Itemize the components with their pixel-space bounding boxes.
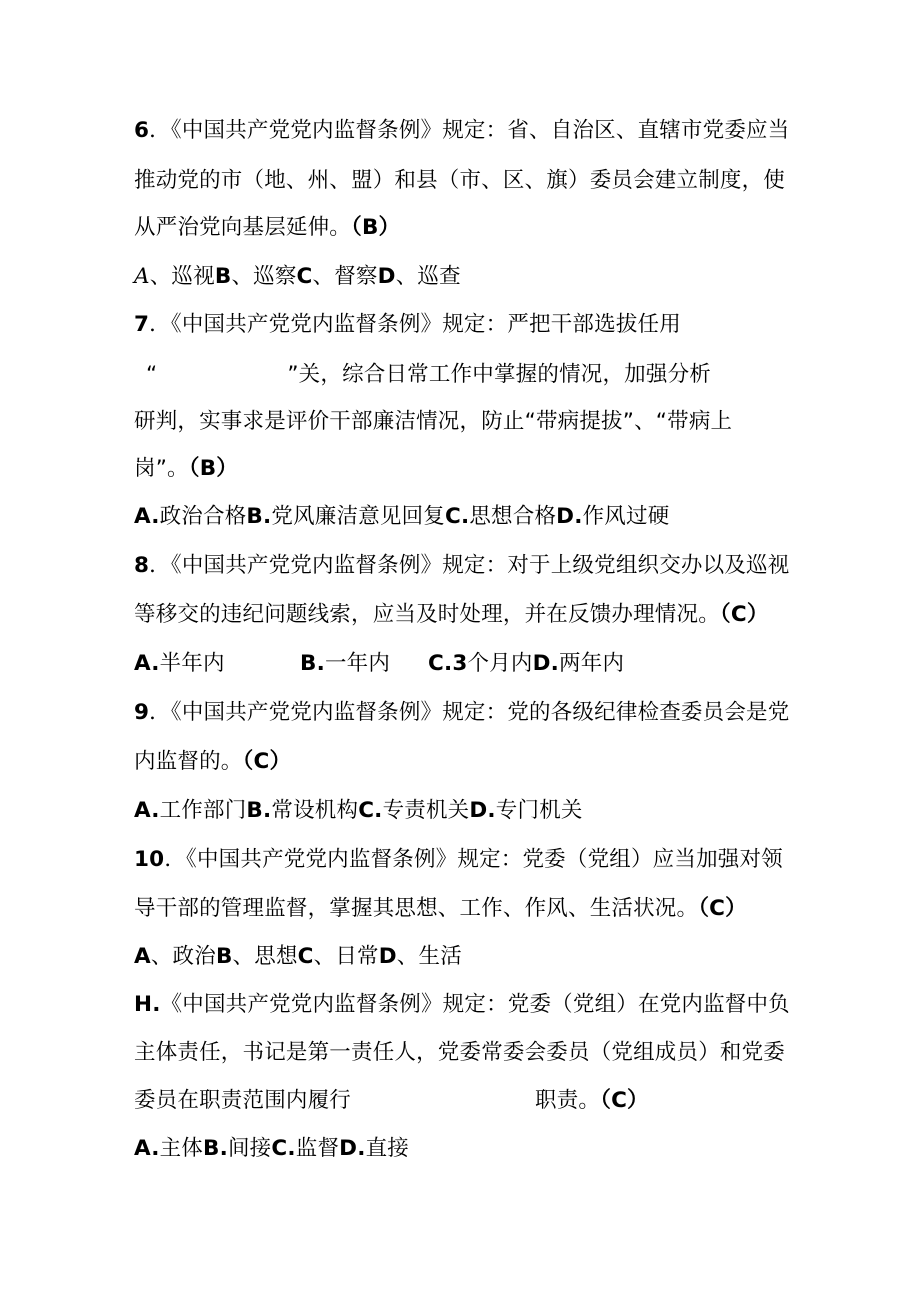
q11-line-3 — [134, 1086, 649, 1116]
q11-text-1: 《中国共产党党内监督条例》规定：党委（党组）在党内监督中负 — [160, 992, 790, 1017]
q8-line-1 — [134, 551, 789, 581]
q9-option-d: 专门机关 — [495, 798, 583, 823]
q9-option-a: 工作部门 — [159, 798, 247, 823]
q10-line-2 — [134, 894, 747, 924]
q11-option-b: 间接 — [227, 1136, 272, 1161]
q7-text-4: 岗”。 — [134, 456, 189, 481]
q6-text-2: 推动党的市（地、州、盟）和县（市、区、旗）委员会建立制度，使 — [134, 168, 786, 193]
q9-option-d-letter: D. — [469, 798, 496, 823]
q7-text-1: ．《中国共产党党内监督条例》规定：严把干部选拔任用 — [149, 312, 681, 337]
q9-option-c: 专责机关 — [382, 798, 470, 823]
q10-line-1 — [134, 845, 783, 875]
q10-option-b-letter: B — [215, 944, 233, 969]
q7-quote-open: “ — [146, 362, 158, 387]
q11-option-a-letter: A. — [134, 1136, 160, 1161]
q8-text-1: ．《中国共产党党内监督条例》规定：对于上级党组织交办以及巡视 — [149, 553, 790, 578]
q11-text-3: 委员在职责范围内履行 — [134, 1088, 352, 1113]
q6-option-c: 、督察 — [312, 264, 378, 289]
q8-option-c: 个月内 — [467, 651, 533, 676]
q10-option-b: 、思想 — [232, 944, 298, 969]
q7-line-3 — [134, 407, 732, 437]
q11-option-c: 监督 — [295, 1136, 340, 1161]
q10-text-1: ．《中国共产党党内监督条例》规定：党委（党组）应当加强对领 — [164, 847, 783, 872]
q10-option-a-letter: A — [134, 944, 151, 969]
q6-answer: （B） — [351, 215, 401, 240]
q9-line-2 — [134, 747, 291, 777]
q9-number: 9 — [134, 700, 150, 725]
q10-text-2: 导干部的管理监督，掌握其思想、工作、作风、生活状况。 — [134, 896, 699, 921]
q11-option-d-letter: D. — [339, 1136, 366, 1161]
q11-answer: （C） — [600, 1088, 649, 1113]
q9-option-b: 常设机构 — [271, 798, 359, 823]
q7-text-3: 研判，实事求是评价干部廉洁情况，防止“带病提拔”、“带病上 — [134, 409, 733, 434]
q6-option-a: 、巡视 — [149, 264, 215, 289]
q11-options — [134, 1134, 409, 1164]
q7-line-2 — [146, 360, 711, 390]
q6-line-2 — [134, 166, 785, 196]
q6-line-3 — [134, 213, 400, 243]
q11-text-2: 主体责任，书记是第一责任人，党委常委会委员（党组成员）和党委 — [134, 1040, 786, 1065]
q10-option-d: 、生活 — [396, 944, 462, 969]
q11-number: H. — [134, 992, 161, 1017]
q8-text-2: 等移交的违纪问题线索，应当及时处理，并在反馈办理情况。 — [134, 602, 720, 627]
q11-option-d: 直接 — [365, 1136, 409, 1161]
q9-answer: （C） — [242, 749, 292, 774]
q7-number: 7 — [134, 312, 150, 337]
q6-options — [134, 262, 461, 292]
q11-text-3-end: 职责。 — [535, 1088, 601, 1113]
q9-text-2: 内监督的。 — [134, 749, 243, 774]
q6-number: 6 — [134, 118, 150, 143]
q7-answer: （B） — [188, 456, 238, 481]
q8-line-2 — [134, 600, 769, 630]
q7-option-a-letter: A. — [134, 504, 160, 529]
q9-text-1: ．《中国共产党党内监督条例》规定：党的各级纪律检查委员会是党 — [149, 700, 790, 725]
q7-option-c-letter: C. — [445, 504, 470, 529]
q10-number: 10 — [134, 847, 165, 872]
q10-option-a: 、政治 — [150, 944, 216, 969]
q11-option-b-letter: B. — [203, 1136, 228, 1161]
q10-option-d-letter: D — [378, 944, 397, 969]
q6-option-c-letter: C — [296, 264, 313, 289]
q8-options — [134, 649, 624, 679]
q8-option-b: 一年内 — [324, 651, 391, 676]
q8-option-d: 两年内 — [559, 651, 625, 676]
q6-option-a-letter: A — [134, 264, 150, 289]
q7-option-d: 作风过硬 — [582, 504, 670, 529]
q10-option-c: 、日常 — [313, 944, 379, 969]
q7-option-c: 思想合格 — [469, 504, 557, 529]
q8-option-b-letter: B. — [300, 651, 325, 676]
q9-option-a-letter: A. — [134, 798, 160, 823]
q8-number: 8 — [134, 553, 150, 578]
q10-options — [134, 942, 462, 972]
q9-option-b-letter: B. — [246, 798, 272, 823]
q6-text-3: 从严治党向基层延伸。 — [134, 215, 352, 240]
q9-options — [134, 796, 583, 826]
q6-option-d: 、巡查 — [395, 264, 461, 289]
q10-option-c-letter: C — [297, 944, 314, 969]
q8-option-c-letter: C.3 — [428, 651, 468, 676]
q8-answer: （C） — [719, 602, 769, 627]
q11-line-1 — [134, 990, 790, 1020]
q7-option-b: 党风廉洁意见回复 — [271, 504, 445, 529]
q7-text-2: ”关，综合日常工作中掌握的情况，加强分析 — [287, 362, 711, 387]
q8-option-a-letter: A. — [134, 651, 160, 676]
q7-options — [134, 502, 669, 532]
q6-option-d-letter: D — [377, 264, 396, 289]
q8-option-d-letter: D. — [532, 651, 560, 676]
q6-line-1 — [134, 116, 789, 146]
q9-line-1 — [134, 698, 789, 728]
q9-option-c-letter: C. — [358, 798, 383, 823]
q7-line-1 — [134, 310, 681, 340]
q8-option-a: 半年内 — [159, 651, 225, 676]
q7-option-a: 政治合格 — [159, 504, 247, 529]
q7-option-d-letter: D. — [556, 504, 583, 529]
q8-option-a-wrap — [134, 649, 300, 679]
q6-text-1: ．《中国共产党党内监督条例》规定：省、自治区、直辖市党委应当 — [149, 118, 790, 143]
q6-option-b: 、巡察 — [231, 264, 297, 289]
q7-option-b-letter: B. — [246, 504, 272, 529]
q6-option-b-letter: B — [214, 264, 232, 289]
q11-line-2 — [134, 1038, 785, 1068]
q11-option-c-letter: C. — [271, 1136, 296, 1161]
q7-line-4 — [134, 454, 238, 484]
q8-option-b-wrap — [300, 649, 428, 679]
q10-answer: （C） — [698, 896, 747, 921]
q11-option-a: 主体 — [159, 1136, 204, 1161]
